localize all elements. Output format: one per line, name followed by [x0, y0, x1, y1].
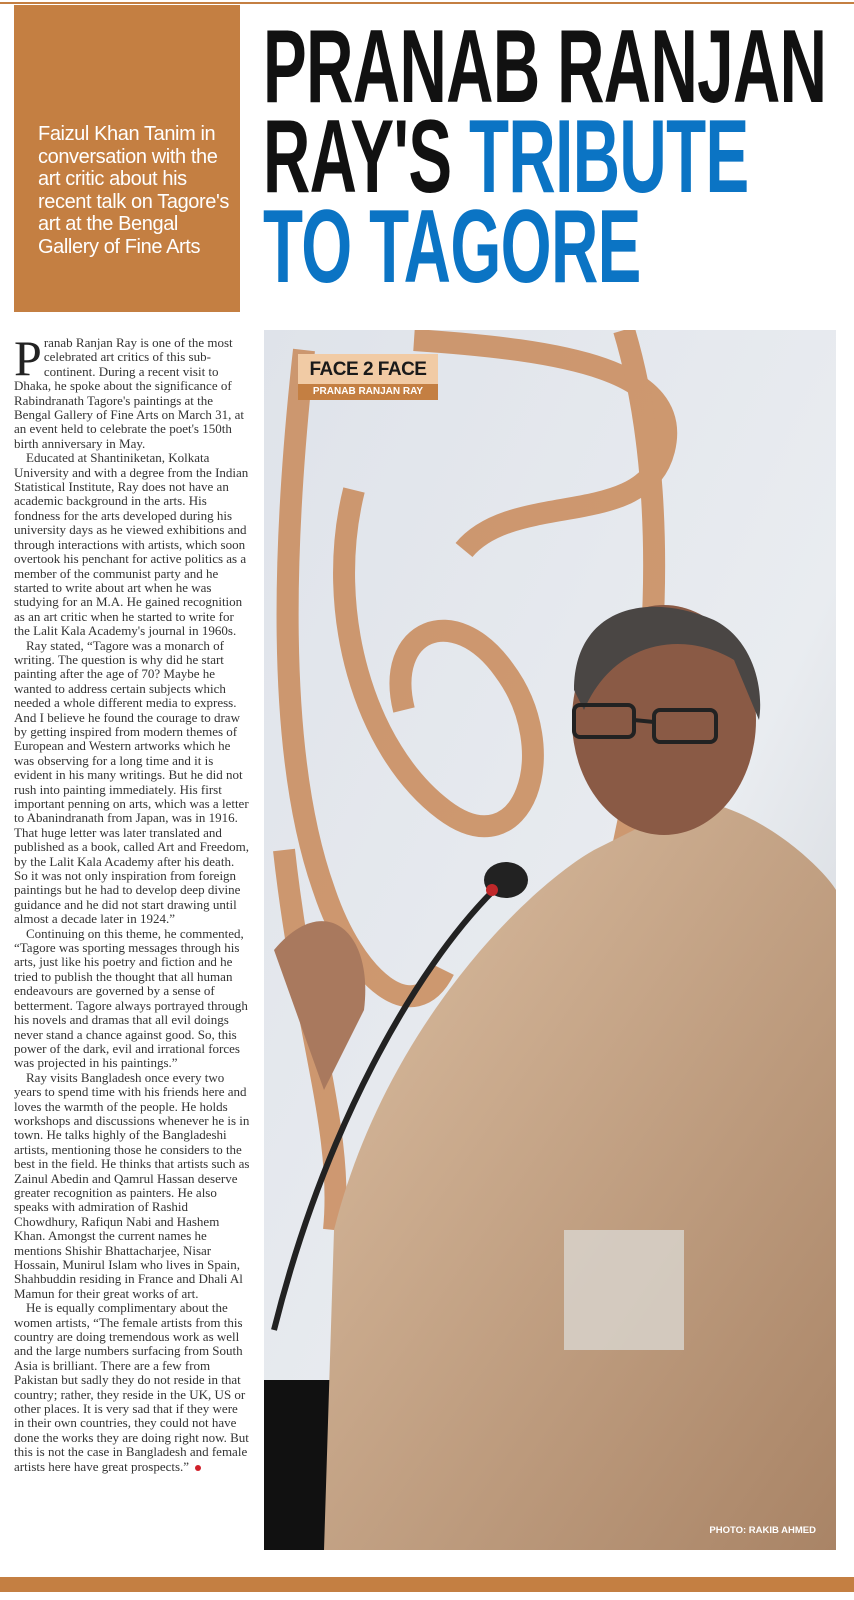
headline-tribute: TRIBUTE [469, 99, 749, 215]
article-paragraph [14, 1301, 250, 1474]
article-body [14, 330, 250, 1474]
headline-line-3: TO TAGORE [263, 189, 641, 305]
paragraph-text: He is equally complimentary about the women artists, “The female artists from this country are doing tremendous work as well and the large numbers surfacing from South Asia is brilliant. There are a few from Pakistan but sadly they do not reside in that country; rather, they reside in the UK, US or other places. It is very sad that if they were in their own countries, they could not have done the works they are doing right now. But this is not the case in Bangladesh and female artists here have great prospects.” [14, 1300, 249, 1474]
drop-cap: P [14, 330, 42, 386]
standfirst-box [14, 5, 240, 312]
end-mark-icon [195, 1465, 201, 1471]
face-2-face-badge [298, 354, 438, 400]
portrait-photo [264, 330, 836, 1550]
article-paragraph: Ray visits Bangladesh once every two years to spend time with his friends here and loves the warmth of the people. He holds workshops and discussions whenever he is in town. He talks highly of the Bangladeshi artists, mentioning those he considers to the best in the field. He thinks that artists such as Zainul Abedin and Qamrul Hassan deserve greater recognition as painters. He also speaks with admiration of Rashid Chowdhury, Rafiqun Nabi and Hashem Khan. Amongst the current names he mentions Shishir Bhattacharjee, Nisar Hossain, Munirul Islam who lives in Spain, Shahbuddin residing in France and Dhali Al Mamun for their great works of art. [14, 1069, 250, 1301]
headline-ray: RAY'S [263, 99, 452, 215]
article-paragraph: Ray stated, “Tagore was a monarch of writing. The question is why did he start painting after the age of 70? Maybe he wanted to address certain subjects which needed a whole different media to express. And I believe he found the courage to draw by getting inspired from modern themes of European and Western artworks which he was observing for a long time and it is evident in his many writings. But he did not rush into painting immediately. His first important penning on arts, which was a letter to Abanindranath from Japan, was in 1916. That huge letter was later translated and published as a book, called Art and Freedom, by the Lalit Kala Academy after his death. So it was not only inspiration from foreign paintings but he had to develop deep divine guidance and he did not start drawing until almost a decade later in 1924.” [14, 637, 250, 927]
headline [263, 9, 843, 305]
article-paragraph: Continuing on this theme, he commented, “Tagore was sporting messages through his arts, just like his poetry and fiction and he tried to publish the thought that all human endeavours are governed by a sense of betterment. Tagore always portrayed through his novels and dramas that all evil doings never stand a chance against good. So, this power of the dark, evil and irrational forces was projected in his paintings.” [14, 925, 248, 1071]
headline-line-1: PRANAB RANJAN [263, 9, 827, 125]
bottom-rule [0, 1577, 854, 1592]
article-paragraph [14, 330, 250, 451]
article-paragraph: Educated at Shantiniketan, Kolkata University and with a degree from the Indian Statistical Institute, Ray does not have an academic background in the arts. His fondness for the arts developed during his university days as he viewed exhibitions and through interactions with artists, which soon overtook his penchant for active politics as a member of the communist party and he started to write about art when he was studying for an M.A. He gained recognition as an art critic when he started to write for the Lalit Kala Academy's journal in 1960s. [14, 450, 249, 639]
paragraph-text: ranab Ranjan Ray is one of the most celebrated art critics of this sub-continent. During a recent visit to Dhaka, he spoke about the significance of Rabindranath Tagore's paintings at the Bengal Gallery of Fine Arts on March 31, at an event held to celebrate the poet's 150th birth anniversary in May. [14, 335, 244, 451]
standfirst-text: Faizul Khan Tanim in conversation with the art critic about his recent talk on Tagore's art at the Bengal Gallery of Fine Arts [38, 123, 230, 258]
photo-illustration [264, 330, 836, 1550]
subject-label: PRANAB RANJAN RAY [298, 384, 438, 400]
top-rule [0, 2, 854, 4]
photo-credit: PHOTO: RAKIB AHMED [709, 1525, 816, 1536]
section-label: FACE 2 FACE [298, 354, 438, 384]
